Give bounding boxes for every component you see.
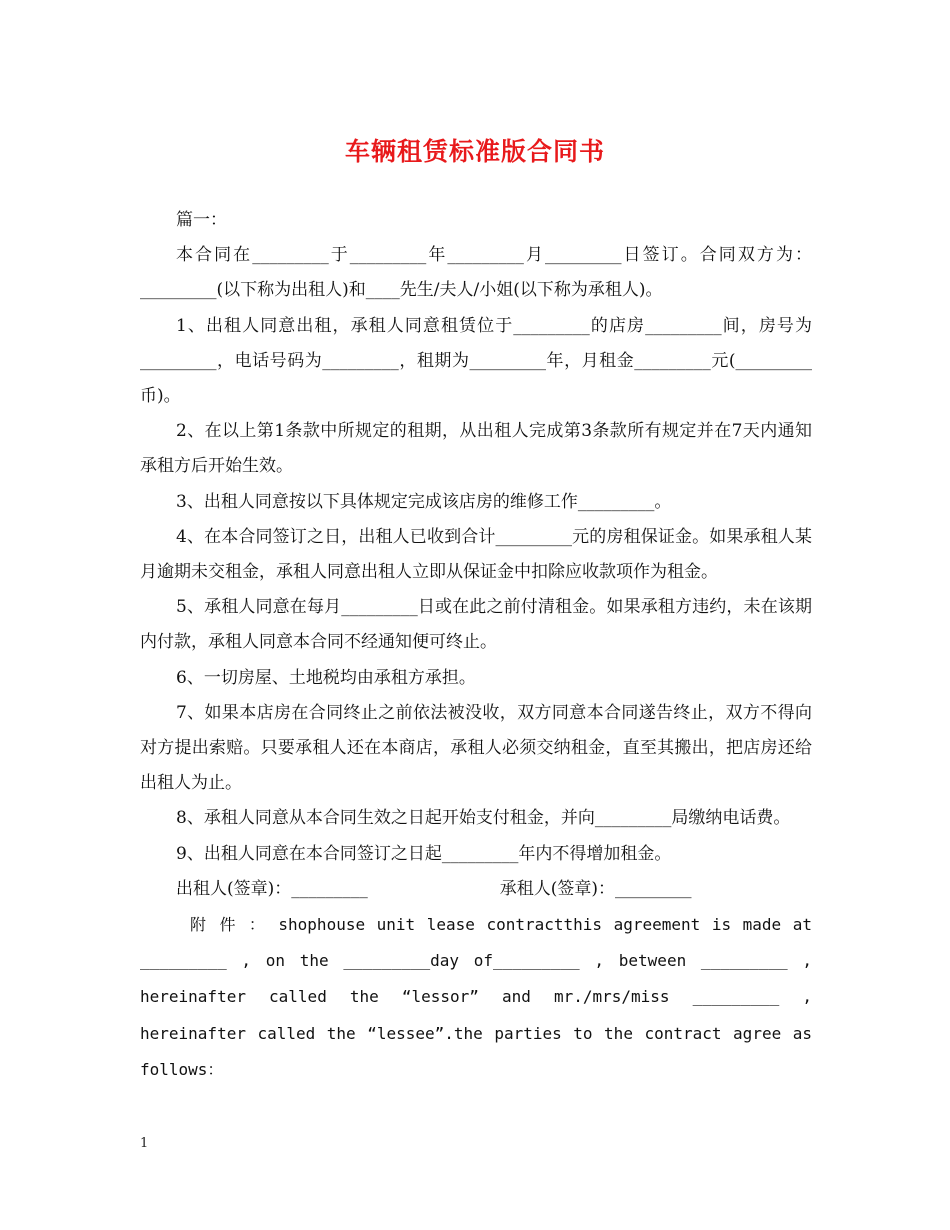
clause-2: 2、在以上第1条款中所规定的租期，从出租人完成第3条款所有规定并在7天内通知承租方后开始生效。 (140, 421, 812, 477)
clause-1: 1、出租人同意出租，承租人同意租赁位于_________的店房_________间，房号为_________，电话号码为_________，租期为_________年，月租金_________元(_________币)。 (140, 315, 812, 407)
document-body (140, 203, 812, 1088)
section-heading: 篇一： (176, 210, 227, 230)
clause-7: 7、如果本店房在合同终止之前依法被没收，双方同意本合同遂告终止，双方不得向对方提出索赔。只要承租人还在本商店，承租人必须交纳租金，直至其搬出，把店房还给出租人为止。 (140, 702, 812, 794)
clause-3: 3、出租人同意按以下具体规定完成该店房的维修工作_________。 (176, 491, 672, 512)
appendix-line: 附 件 ： shophouse unit lease contractthis agreement is made at (190, 915, 812, 935)
appendix-line: hereinafter called the “lessor” and mr./mrs/miss _________ , (140, 987, 812, 1007)
appendix-line: _________ , on the _________day of_________ , between _________ , (140, 951, 812, 971)
clause-intro: 本合同在_________于_________年_________月_________日签订。合同双方为：_________(以下称为出租人)和____先生/夫人/小姐(以下称为承租人)。 (140, 245, 812, 301)
appendix-line: follows： (140, 1059, 224, 1079)
clause-8: 8、承租人同意从本合同生效之日起开始支付租金，并向_________局缴纳电话费。 (176, 808, 791, 829)
document-title: 车辆租赁标准版合同书 (344, 137, 605, 166)
clause-6: 6、一切房屋、土地税均由承租方承担。 (176, 667, 476, 688)
signature-line (140, 872, 812, 907)
appendix-line: hereinafter called the “lessee”.the parties to the contract agree as (140, 1023, 812, 1043)
clause-4: 4、在本合同签订之日，出租人已收到合计_________元的房租保证金。如果承租人某月逾期未交租金，承租人同意出租人立即从保证金中扣除应收款项作为租金。 (140, 526, 812, 583)
lessee-signature: 承租人(签章)：_________ (499, 878, 692, 899)
lessor-signature: 出租人(签章)：_________ (176, 878, 368, 899)
page-number: 1 (140, 1136, 149, 1151)
clause-5: 5、承租人同意在每月_________日或在此之前付清租金。如果承租方违约，未在该期内付款，承租人同意本合同不经通知便可终止。 (140, 597, 812, 653)
clause-9: 9、出租人同意在本合同签订之日起_________年内不得增加租金。 (176, 843, 672, 864)
